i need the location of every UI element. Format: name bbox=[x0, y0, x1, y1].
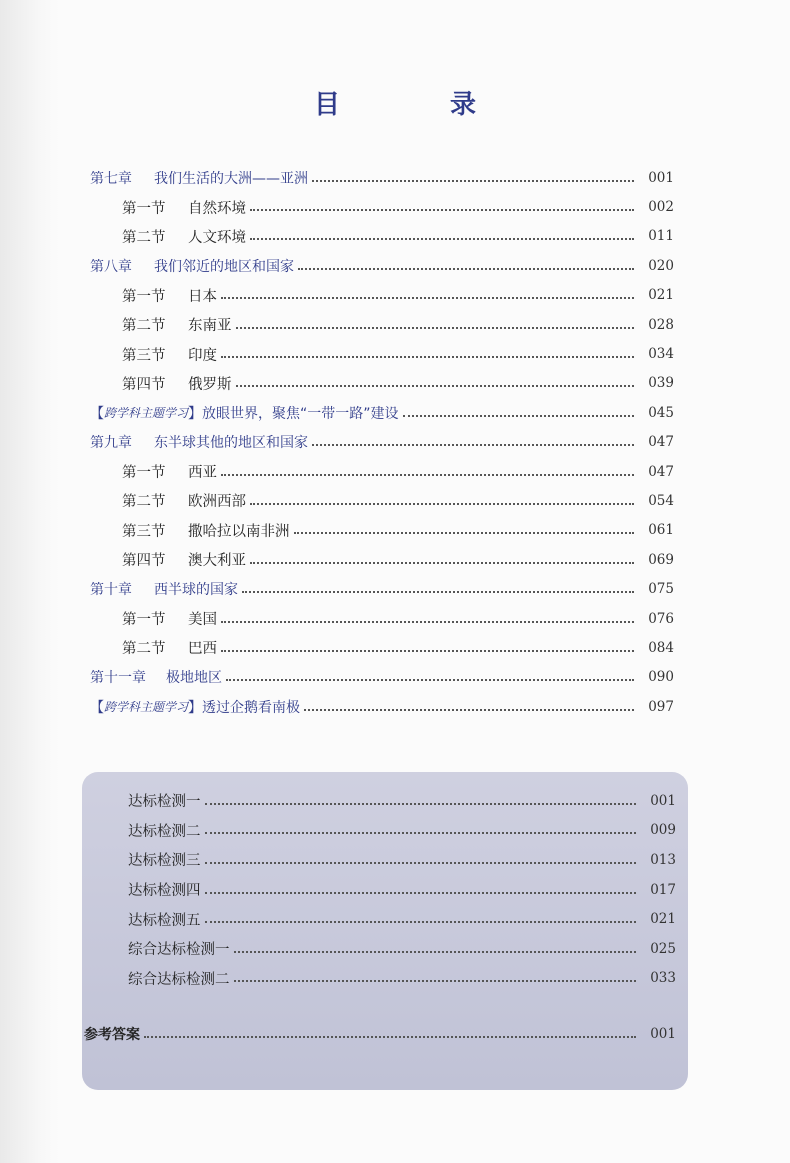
chapter-number: 第八章 bbox=[90, 258, 132, 275]
toc-section[interactable] bbox=[90, 486, 674, 515]
page-number: 047 bbox=[648, 463, 674, 480]
test-title: 达标检测一 bbox=[128, 794, 201, 811]
page-number: 054 bbox=[648, 492, 674, 509]
section-title: 西亚 bbox=[188, 465, 217, 482]
toc-section[interactable] bbox=[90, 457, 674, 486]
page-number: 047 bbox=[648, 434, 674, 451]
page-number: 001 bbox=[648, 169, 674, 186]
page-number: 075 bbox=[648, 581, 674, 598]
page-number: 017 bbox=[650, 881, 676, 898]
leader-dots bbox=[236, 385, 635, 387]
toc-section[interactable] bbox=[90, 222, 674, 251]
toc-chapter-11[interactable] bbox=[90, 663, 674, 692]
toc-section[interactable] bbox=[90, 633, 674, 662]
section-number: 第二节 bbox=[122, 229, 166, 246]
leader-dots bbox=[312, 180, 634, 182]
page-number: 084 bbox=[648, 639, 674, 656]
theme-title: 放眼世界，聚焦“一带一路”建设 bbox=[202, 405, 399, 422]
toc-section[interactable] bbox=[90, 192, 674, 221]
section-number: 第二节 bbox=[122, 494, 166, 511]
section-title: 欧洲西部 bbox=[188, 494, 246, 511]
leader-dots bbox=[234, 951, 637, 953]
toc-chapter-9[interactable] bbox=[90, 428, 674, 457]
toc-section[interactable] bbox=[90, 545, 674, 574]
page-number: 033 bbox=[650, 970, 676, 987]
section-number: 第三节 bbox=[122, 347, 166, 364]
leader-dots bbox=[294, 532, 635, 534]
toc-section[interactable] bbox=[90, 281, 674, 310]
toc-theme-study[interactable]: 【 跨学科主题学习 】 透过企鹅看南极 097 bbox=[90, 698, 674, 716]
page-number: 025 bbox=[650, 940, 676, 957]
toc-section[interactable] bbox=[90, 604, 674, 633]
chapter-number: 第十一章 bbox=[90, 670, 146, 687]
leader-dots bbox=[250, 562, 634, 564]
toc-section[interactable] bbox=[90, 339, 674, 368]
page-number: 001 bbox=[650, 792, 676, 809]
test-item[interactable] bbox=[128, 964, 676, 994]
test-title: 达标检测二 bbox=[128, 823, 201, 840]
page-number: 076 bbox=[648, 610, 674, 627]
leader-dots bbox=[236, 327, 635, 329]
leader-dots bbox=[205, 832, 637, 834]
leader-dots bbox=[221, 297, 634, 299]
section-number: 第四节 bbox=[122, 553, 166, 570]
toc-chapter-10[interactable] bbox=[90, 574, 674, 603]
toc-section[interactable] bbox=[90, 310, 674, 339]
theme-tag: 跨学科主题学习 bbox=[104, 700, 189, 715]
table-of-contents bbox=[90, 163, 674, 721]
section-number: 第一节 bbox=[122, 288, 166, 305]
page-number: 021 bbox=[648, 287, 674, 304]
leader-dots bbox=[221, 621, 634, 623]
leader-dots bbox=[205, 892, 637, 894]
leader-dots bbox=[403, 415, 634, 417]
page-binding-shadow bbox=[0, 0, 60, 1163]
page-title: 目 录 bbox=[313, 90, 518, 120]
page-number: 028 bbox=[648, 316, 674, 333]
tests-list bbox=[128, 786, 676, 993]
page-number: 039 bbox=[648, 375, 674, 392]
leader-dots bbox=[144, 1036, 636, 1038]
leader-dots bbox=[304, 709, 634, 711]
section-title: 撒哈拉以南非洲 bbox=[188, 523, 290, 540]
page-number: 069 bbox=[648, 551, 674, 568]
answers-title: 参考答案 bbox=[84, 1026, 140, 1043]
section-title: 巴西 bbox=[188, 641, 217, 658]
section-title: 美国 bbox=[188, 612, 217, 629]
section-title: 人文环境 bbox=[188, 229, 246, 246]
chapter-title: 我们邻近的地区和国家 bbox=[154, 258, 294, 275]
leader-dots bbox=[234, 980, 637, 982]
section-number: 第一节 bbox=[122, 465, 166, 482]
page-number: 061 bbox=[648, 522, 674, 539]
leader-dots bbox=[298, 268, 634, 270]
test-item[interactable] bbox=[128, 786, 676, 816]
leader-dots bbox=[205, 803, 637, 805]
leader-dots bbox=[221, 650, 634, 652]
page-number: 002 bbox=[648, 199, 674, 216]
test-title: 达标检测四 bbox=[128, 883, 201, 900]
test-item[interactable] bbox=[128, 904, 676, 934]
test-item[interactable] bbox=[128, 875, 676, 905]
page-number: 021 bbox=[650, 911, 676, 928]
chapter-title: 东半球其他的地区和国家 bbox=[154, 435, 308, 452]
test-title: 综合达标检测一 bbox=[128, 942, 230, 959]
leader-dots bbox=[221, 356, 634, 358]
theme-tag: 跨学科主题学习 bbox=[104, 406, 189, 421]
leader-dots bbox=[221, 474, 634, 476]
toc-section[interactable] bbox=[90, 516, 674, 545]
toc-chapter-8[interactable] bbox=[90, 251, 674, 280]
page-number: 045 bbox=[648, 404, 674, 421]
chapter-number: 第十章 bbox=[90, 582, 132, 599]
page-number: 020 bbox=[648, 257, 674, 274]
toc-chapter-7[interactable] bbox=[90, 163, 674, 192]
test-item[interactable] bbox=[128, 934, 676, 964]
test-item[interactable] bbox=[128, 816, 676, 846]
leader-dots bbox=[226, 679, 634, 681]
page-number: 001 bbox=[650, 1025, 676, 1042]
theme-title: 透过企鹅看南极 bbox=[202, 699, 301, 716]
section-number: 第三节 bbox=[122, 523, 166, 540]
section-number: 第一节 bbox=[122, 612, 166, 629]
section-number: 第二节 bbox=[122, 318, 166, 335]
section-title: 日本 bbox=[188, 288, 217, 305]
leader-dots bbox=[250, 503, 634, 505]
section-title: 澳大利亚 bbox=[188, 553, 246, 570]
test-title: 达标检测五 bbox=[128, 912, 201, 929]
section-title: 俄罗斯 bbox=[188, 376, 232, 393]
test-title: 达标检测三 bbox=[128, 853, 201, 870]
leader-dots bbox=[250, 238, 634, 240]
leader-dots bbox=[242, 591, 634, 593]
section-title: 东南亚 bbox=[188, 318, 232, 335]
leader-dots bbox=[205, 921, 637, 923]
leader-dots bbox=[205, 862, 637, 864]
test-item[interactable] bbox=[128, 845, 676, 875]
section-title: 印度 bbox=[188, 347, 217, 364]
page-number: 013 bbox=[650, 851, 676, 868]
leader-dots bbox=[250, 209, 634, 211]
toc-theme-study[interactable]: 【 跨学科主题学习 】 放眼世界，聚焦“一带一路”建设 045 bbox=[90, 404, 674, 422]
section-number: 第一节 bbox=[122, 200, 166, 217]
page-number: 090 bbox=[648, 669, 674, 686]
answers-list bbox=[84, 1019, 676, 1049]
section-number: 第四节 bbox=[122, 376, 166, 393]
page-number: 011 bbox=[648, 228, 674, 245]
chapter-title: 西半球的国家 bbox=[154, 582, 238, 599]
chapter-title: 极地地区 bbox=[166, 670, 222, 687]
test-title: 综合达标检测二 bbox=[128, 971, 230, 988]
toc-section[interactable] bbox=[90, 369, 674, 398]
page-number: 034 bbox=[648, 346, 674, 363]
section-title: 自然环境 bbox=[188, 200, 246, 217]
chapter-number: 第七章 bbox=[90, 170, 132, 187]
page-number: 009 bbox=[650, 822, 676, 839]
leader-dots bbox=[312, 444, 634, 446]
answers-item[interactable] bbox=[84, 1019, 676, 1049]
chapter-title: 我们生活的大洲——亚洲 bbox=[154, 170, 308, 187]
chapter-number: 第九章 bbox=[90, 435, 132, 452]
page-number: 097 bbox=[648, 698, 674, 715]
section-number: 第二节 bbox=[122, 641, 166, 658]
tests-panel bbox=[82, 772, 688, 1090]
